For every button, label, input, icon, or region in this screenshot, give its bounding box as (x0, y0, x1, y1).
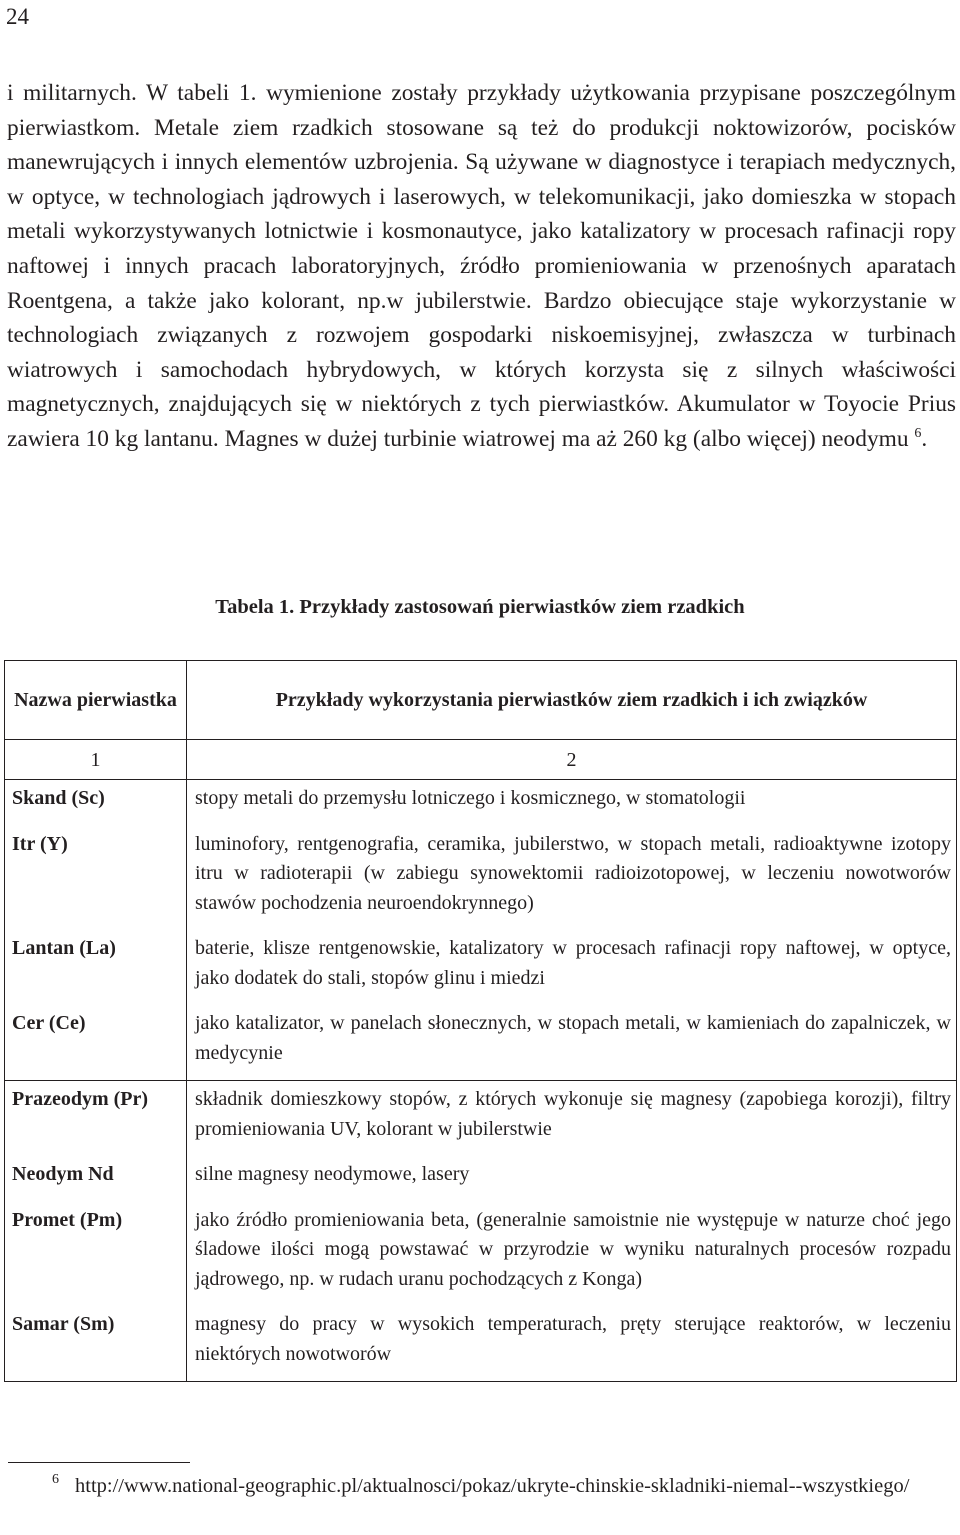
table-row (5, 826, 957, 931)
table-caption: Tabela 1. Przykłady zastosowań pierwiastków ziem rzadkich (215, 596, 745, 618)
table-row (5, 1156, 957, 1202)
header-element-name: Nazwa pierwiastka (5, 661, 187, 740)
footnote-link[interactable]: http://www.national-geographic.pl/aktualnosci/pokaz/ukryte-chinskie-skladniki-niemal--wszystkiego/ (75, 1475, 910, 1497)
table-row (5, 780, 957, 826)
element-uses: luminofory, rentgenografia, ceramika, jubilerstwo, w stopach metali, radioaktywne izotopy itru w radioterapii (w zabiegu synowektomii radioizotopowej, w leczeniu nowotworów stawów pochodzenia neuroendokrynnego) (187, 826, 957, 931)
table-row (5, 1202, 957, 1307)
footnote-number: 6 (52, 1472, 59, 1487)
element-uses: jako katalizator, w panelach słonecznych, w stopach metali, w kamieniach do zapalniczek, w medycynie (187, 1005, 957, 1081)
element-name: Samar (Sm) (5, 1306, 187, 1382)
column-number-2: 2 (187, 740, 957, 780)
paragraph-text: i militarnych. W tabeli 1. wymienione zostały przykłady użytkowania przypisane poszczególnym pierwiastkom. Metale ziem rzadkich stosowane są też do produkcji noktowizorów, pocisków manewrujących i innych elementów uzbrojenia. Są używane w diagnostyce i terapiach medycznych, w optyce, w technologiach jądrowych i laserowych, w telekomunikacji, jako domieszka w stopach metali wykorzystywanych lotnictwie i kosmonautyce, jako katalizatory w procesach rafinacji ropy naftowej i innych pracach laboratoryjnych, źródło promieniowania w przenośnych aparatach Roentgena, a także jako kolorant, np.w jubilerstwie. Bardzo obiecujące staje wykorzystanie w technologiach związanych z rozwojem gospodarki niskoemisyjnej, zwłaszcza w turbinach wiatrowych i samochodach hybrydowych, w których korzysta się z silnych właściwości magnetycznych, znajdujących się w niektórych z tych pierwiastków. Akumulator w Toyocie Prius zawiera 10 kg lantanu. Magnes w dużej turbinie wiatrowej ma aż 260 kg (albo więcej) neodymu (7, 80, 956, 452)
page-number: 24 (6, 4, 29, 29)
element-uses: silne magnesy neodymowe, lasery (187, 1156, 957, 1202)
column-number-row (5, 740, 957, 780)
table-row (5, 930, 957, 1005)
table-header-row (5, 661, 957, 740)
element-uses: składnik domieszkowy stopów, z których wykonuje się magnesy (zapobiega korozji), filtry promieniowania UV, kolorant w jubilerstwie (187, 1081, 957, 1157)
element-name: Itr (Y) (5, 826, 187, 931)
element-name: Cer (Ce) (5, 1005, 187, 1081)
element-uses: baterie, klisze rentgenowskie, katalizatory w procesach rafinacji ropy naftowej, w optyce, jako dodatek do stali, stopów glinu i miedzi (187, 930, 957, 1005)
element-name: Prazeodym (Pr) (5, 1081, 187, 1157)
rare-earth-table (4, 660, 957, 1382)
footnote (8, 1470, 952, 1503)
table-row (5, 1306, 957, 1382)
table-row (5, 1081, 957, 1157)
element-uses: stopy metali do przemysłu lotniczego i kosmicznego, w stomatologii (187, 780, 957, 826)
header-uses: Przykłady wykorzystania pierwiastków ziem rzadkich i ich związków (187, 661, 957, 740)
footnote-reference[interactable]: 6 (914, 425, 922, 441)
element-uses: jako źródło promieniowania beta, (generalnie samoistnie nie występuje w naturze choć jego śladowe ilości mogą powstawać w przyrodzie w wyniku naturalnych procesów rozpadu jądrowego, np. w rudach uranu pochodzących z Konga) (187, 1202, 957, 1307)
table-row (5, 1005, 957, 1081)
element-name: Lantan (La) (5, 930, 187, 1005)
element-uses: magnesy do pracy w wysokich temperaturach, pręty sterujące reaktorów, w leczeniu niektórych nowotworów (187, 1306, 957, 1382)
column-number-1: 1 (5, 740, 187, 780)
element-name: Skand (Sc) (5, 780, 187, 826)
body-paragraph (7, 76, 956, 457)
paragraph-end: . (921, 425, 928, 452)
element-name: Promet (Pm) (5, 1202, 187, 1307)
footnote-separator (8, 1462, 190, 1463)
element-name: Neodym Nd (5, 1156, 187, 1202)
